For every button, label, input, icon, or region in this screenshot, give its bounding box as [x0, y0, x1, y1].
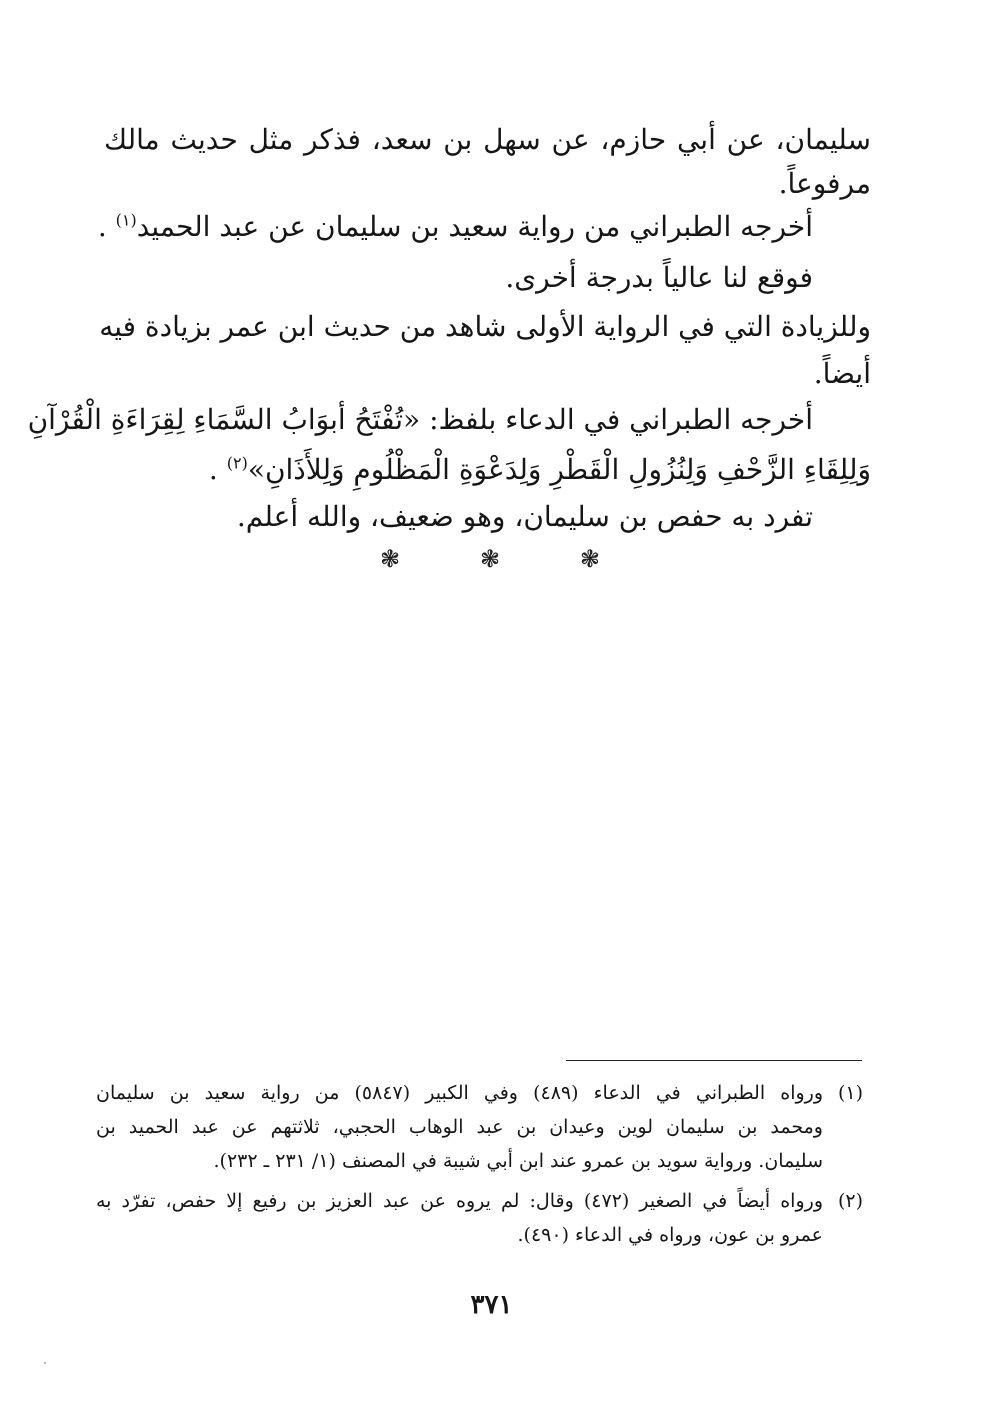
footnote-1-line-2: ومحمد بن سليمان لوين وعيدان بن عبد الوهاب الحجبي، ثلاثتهم عن عبد الحميد بن — [96, 1116, 823, 1138]
section-separator — [380, 545, 600, 573]
body-line-8-text: وَلِلِقَاءِ الزَّحْفِ وَلِنُزُولِ الْقَطْرِ وَلِدَعْوَةِ الْمَظْلُومِ وَلِلأَذَانِ» — [247, 453, 871, 486]
body-line-6: أيضاً. — [813, 357, 871, 390]
body-line-2: مرفوعاً. — [778, 167, 871, 200]
body-line-4: فوقع لنا عالياً بدرجة أخرى. — [505, 261, 813, 294]
footnote-1-number: (١) — [837, 1082, 863, 1104]
footnote-divider — [566, 1060, 862, 1061]
body-line-3-text: أخرجه الطبراني من رواية سعيد بن سليمان عن عبد الحميد — [136, 210, 813, 243]
footnote-ref-2: (٢) — [226, 453, 248, 473]
body-line-1: سليمان، عن أبي حازم، عن سهل بن سعد، فذكر مثل حديث مالك — [104, 123, 872, 156]
page-number: ٣٧١ — [470, 1290, 513, 1320]
body-line-3-end: . — [97, 210, 107, 243]
footnote-2-number: (٢) — [837, 1190, 863, 1212]
body-line-5: وللزيادة التي في الرواية الأولى شاهد من حديث ابن عمر بزيادة فيه — [99, 310, 871, 343]
footnote-2-line-2: عمرو بن عون، ورواه في الدعاء (٤٩٠). — [517, 1224, 823, 1246]
footnote-2-line-1: ورواه أيضاً في الصغير (٤٧٢) وقال: لم يروه عن عبد العزيز بن رفيع إلا حفص، تفرّد به — [96, 1190, 823, 1212]
body-line-3 — [98, 205, 813, 249]
footnote-1-line-3: سليمان. ورواية سويد بن عمرو عند ابن أبي شيبة في المصنف (١/ ٢٣١ ـ ٢٣٢). — [213, 1150, 823, 1172]
scan-speck — [44, 1362, 46, 1364]
footnote-ref-1: (١) — [115, 210, 137, 230]
body-line-9: تفرد به حفص بن سليمان، وهو ضعيف، والله أعلم. — [236, 500, 813, 533]
footnote-1-line-1: ورواه الطبراني في الدعاء (٤٨٩) وفي الكبير (٥٨٤٧) من رواية سعيد بن سليمان — [96, 1082, 823, 1104]
body-line-8 — [209, 448, 871, 492]
star-ornament: ❃ — [579, 545, 600, 573]
body-line-8-end: . — [208, 453, 218, 486]
star-ornament: ❃ — [380, 545, 401, 573]
body-line-7: أخرجه الطبراني في الدعاء بلفظ: «تُفْتَحُ أبوَابُ السَّمَاءِ لِقِرَاءَةِ الْقُرْآنِ — [27, 403, 813, 436]
star-ornament: ❃ — [479, 545, 501, 573]
